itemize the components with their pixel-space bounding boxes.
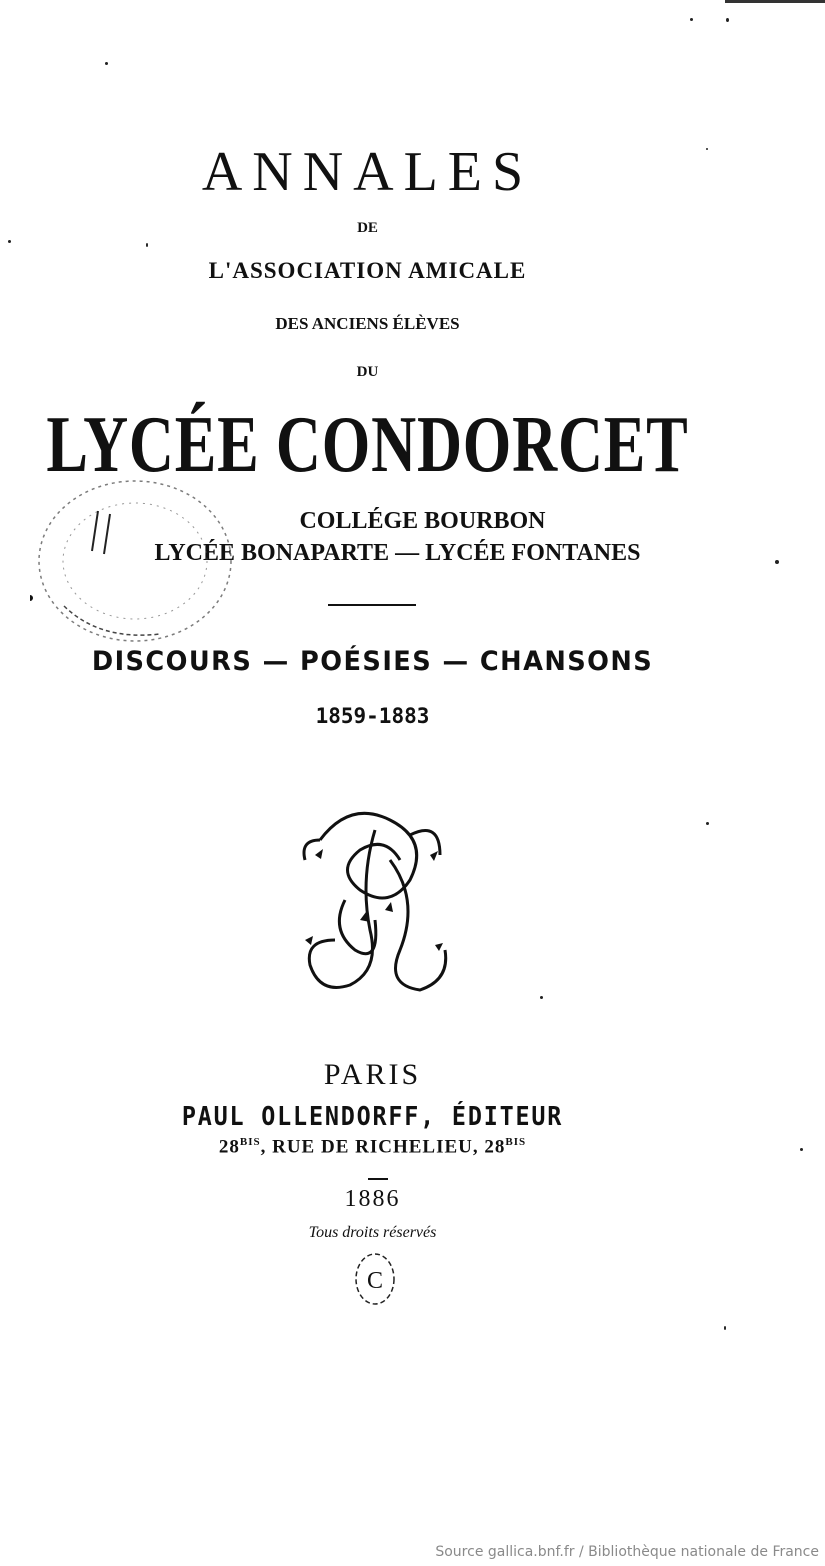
scan-speck xyxy=(105,62,108,65)
address-number: 28 xyxy=(218,1136,240,1158)
address-number-2: 28 xyxy=(484,1136,506,1158)
divider-rule xyxy=(328,604,416,606)
address-bis: BIS xyxy=(239,1136,261,1148)
rights-notice: Tous droits réservés xyxy=(308,1224,437,1241)
period-years: 1859-1883 xyxy=(315,704,430,728)
edge-mark xyxy=(725,0,825,3)
address-street: , RUE DE RICHELIEU, xyxy=(260,1136,485,1158)
title-association: L'ASSOCIATION AMICALE xyxy=(208,258,527,283)
scan-speck xyxy=(706,822,709,825)
title-anciens: DES ANCIENS ÉLÈVES xyxy=(275,314,460,333)
library-stamp xyxy=(30,466,240,656)
former-names-lycees: LYCÉE BONAPARTE — LYCÉE FONTANES xyxy=(154,540,641,566)
scan-speck xyxy=(726,18,729,22)
title-de: DE xyxy=(357,220,378,236)
source-footer: Source gallica.bnf.fr / Bibliothèque nationale de France xyxy=(435,1544,819,1560)
scan-speck xyxy=(706,148,708,150)
imprint-address xyxy=(0,1136,785,1158)
contents-line: DISCOURS — POÉSIES — CHANSONS xyxy=(91,646,654,677)
former-name-college: COLLÉGE BOURBON xyxy=(299,508,546,534)
scan-speck xyxy=(8,240,11,243)
copyright-letter: C xyxy=(366,1268,384,1294)
imprint-publisher: PAUL OLLENDORFF, ÉDITEUR xyxy=(181,1102,564,1132)
scan-speck xyxy=(540,996,543,999)
title-lycee: LYCÉE CONDORCET xyxy=(46,401,689,489)
scan-speck xyxy=(146,243,148,247)
title-annales: ANNALES xyxy=(201,141,534,203)
copyright-stamp xyxy=(352,1250,398,1308)
scan-speck xyxy=(775,560,779,564)
address-bis-2: BIS xyxy=(505,1136,527,1148)
scan-speck xyxy=(724,1326,726,1330)
scan-speck xyxy=(690,18,693,21)
title-du: DU xyxy=(356,364,379,380)
scan-speck xyxy=(800,1148,803,1151)
short-dash xyxy=(368,1178,388,1180)
imprint-city: PARIS xyxy=(323,1058,422,1091)
publisher-monogram xyxy=(290,800,460,1000)
publication-year: 1886 xyxy=(344,1186,401,1212)
